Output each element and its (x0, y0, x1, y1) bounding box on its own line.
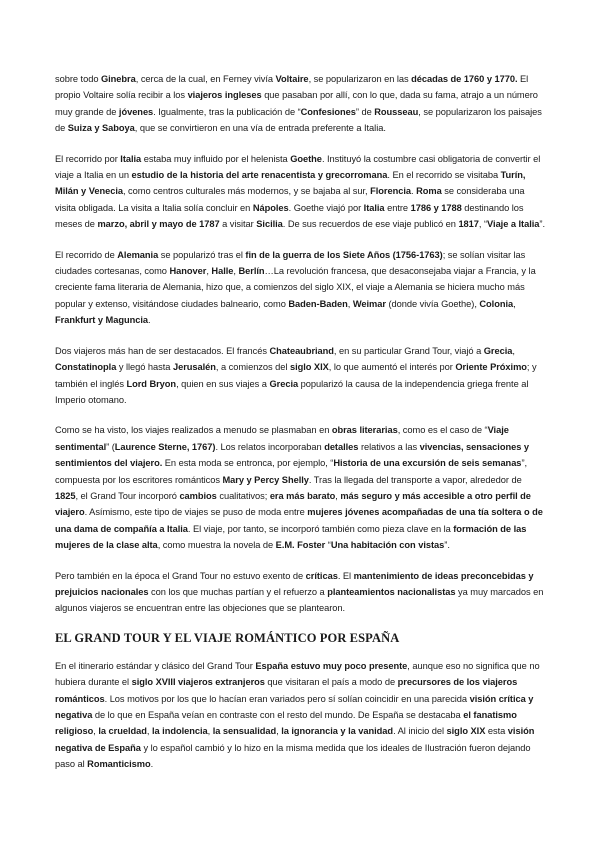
paragraph-ginebra-voltaire: sobre todo Ginebra, cerca de la cual, en Ferney vivía Voltaire, se popularizaron en las décadas de 1760 y 1770. El propio Voltaire solía recibir a los viajeros ingleses que pasaban por allí, con lo que, dada su fama, atrajo a un número muy grande de jóvenes. Igualmente, tras la publicación de “Confesiones” de Rousseau, se popularizaron los paisajes de Suiza y Saboya, que se convirtieron en una vía de entrada preferente a Italia. (55, 74, 542, 134)
bold-text: mantenimiento de ideas preconcebidas y prejuicios nacionales (55, 570, 534, 597)
bold-text: E.M. Foster (275, 540, 326, 551)
bold-text: jóvenes (118, 106, 154, 117)
bold-text: Viaje a Italia (487, 219, 540, 230)
bold-text: estudio de la historia del arte renacentista y grecorromana (131, 170, 388, 181)
bold-text: siglo XIX (289, 362, 329, 373)
bold-text: visión negativa de España (55, 726, 535, 753)
paragraph-obras-literarias: Como se ha visto, los viajes realizados a menudo se plasmaban en obras literarias, como es el caso de “Viaje sentimental” (Laurence Sterne, 1767). Los relatos incorporaban detalles relativos a las vivencias, sensaciones y sentimientos del viajero. En esta moda se entronca, por ejemplo, “Historia de una excursión de seis semanas”, compuesta por los escritores románticos Mary y Percy Shelly. Tras la llegada del transporte a vapor, alrededor de 1825, el Grand Tour incorporó cambios cualitativos; era más barato, más seguro y más accesible a otro perfil de viajero. Asímismo, este tipo de viajes se puso de moda entre mujeres jóvenes acompañadas de una tía soltera o de una dama de compañía a Italia. El viaje, por tanto, se incorporó también como pieza clave en la formación de las mujeres de la clase alta, como muestra la novela de E.M. Foster “Una habitación con vistas”. (55, 425, 543, 551)
bold-text: mujeres jóvenes acompañadas de una tía soltera o de una dama de compañía a Italia (55, 507, 543, 534)
bold-text: estuvo muy poco presente (290, 660, 408, 671)
bold-text: Colonia (479, 298, 514, 309)
bold-text: Constatinopla (55, 362, 117, 373)
bold-text: Una habitación con vistas (330, 540, 445, 551)
bold-text: décadas de 1760 y 1770. (411, 74, 518, 84)
bold-text: Goethe (290, 153, 322, 164)
paragraph-criticas: Pero también en la época el Grand Tour no estuvo exento de críticas. El mantenimiento de ideas preconcebidas y prejuicios nacionales con los que muchas partían y el refuerzo a planteamientos nacionalistas ya muy marcados en algunos viajeros se encuentran entre las objeciones que se plantearon. (55, 570, 544, 614)
bold-text: Voltaire (275, 74, 309, 84)
bold-text: Viaje sentimental (55, 425, 509, 452)
bold-text: más seguro y más accesible a otro perfil de viajero (55, 490, 531, 518)
section-heading: EL GRAND TOUR Y EL VIAJE ROMÁNTICO POR ESPAÑA (55, 630, 400, 645)
bold-text: Alemania (117, 249, 159, 260)
bold-text: cambios (179, 490, 217, 501)
bold-text: Historia de una excursión de seis semanas (333, 458, 522, 469)
bold-text: Nápoles (252, 202, 289, 213)
paragraph-chateaubriand-byron: Dos viajeros más han de ser destacados. El francés Chateaubriand, en su particular Grand Tour, viajó a Grecia, Constatinopla y llegó hasta Jerusalén, a comienzos del siglo XIX, lo que aumentó el interés por Oriente Próximo; y también el inglés Lord Bryon, quien en sus viajes a Grecia popularizó la causa de la independencia griega frente al Imperio otomano. (55, 345, 537, 405)
paragraph-alemania: El recorrido de Alemania se popularizó tras el fin de la guerra de los Siete Años (1756-1763); se solían visitar las ciudades cortesanas, como Hanover, Halle, Berlín…La revolución francesa, que desaconsejaba viajar a Francia, y la creciente fama literaria de Alemania, hizo que, a comienzos del siglo XIX, el viaje a Alemania se hiciera mucho más popular y extenso, visitándose ciudades balneario, como Baden-Baden, Weimar (donde vivía Goethe), Colonia, Frankfurt y Maguncia. (55, 249, 536, 326)
bold-text: Lord Bryon (126, 378, 177, 389)
bold-text: Laurence Sterne, 1767) (114, 441, 216, 452)
bold-text: Hanover (169, 266, 207, 277)
bold-text: Romanticismo (87, 759, 151, 770)
bold-text: Italia (120, 153, 142, 164)
bold-text: Sicilia (256, 219, 283, 230)
bold-text: 1825 (55, 490, 76, 501)
bold-text: la crueldad (98, 726, 147, 737)
bold-text: Confesiones (300, 106, 356, 117)
bold-text: Jerusalén (172, 362, 216, 373)
bold-text: 1786 y 1788 (410, 202, 462, 213)
bold-text: Italia (363, 202, 385, 213)
bold-text: la indolencia (152, 726, 208, 737)
bold-text: obras literarias (331, 425, 398, 436)
bold-text: críticas (305, 570, 338, 581)
bold-text: España (255, 660, 289, 671)
bold-text: visión crítica y negativa (55, 693, 534, 720)
bold-text: la ignorancia y la vanidad (281, 726, 394, 737)
bold-text: Grecia (269, 378, 299, 389)
page-content (55, 71, 545, 787)
paragraph-italia: El recorrido por Italia estaba muy influido por el helenista Goethe. Instituyó la costumbre casi obligatoria de convertir el viaje a Italia en un estudio de la historia del arte renacentista y grecorromana. En el recorrido se visitaba Turín, Milán y Venecia, como centros culturales más modernos, y se bajaba al sur, Florencia. Roma se consideraba una visita obligada. La visita a Italia solía concluir en Nápoles. Goethe viajó por Italia entre 1786 y 1788 destinando los meses de marzo, abril y mayo de 1787 a visitar Sicilia. De sus recuerdos de ese viaje publicó en 1817, “Viaje a Italia”. (55, 153, 546, 230)
bold-text: siglo XIX (446, 726, 486, 737)
bold-text: Frankfurt y Maguncia (55, 315, 149, 326)
bold-text: Berlín (238, 266, 265, 277)
bold-text: siglo XVIII (131, 677, 176, 688)
bold-text: Mary y Percy Shelly (222, 474, 309, 485)
bold-text: marzo, abril y mayo de 1787 (97, 219, 220, 230)
bold-text: viajeros ingleses (187, 90, 262, 101)
bold-text: detalles (324, 441, 359, 452)
bold-text: el fanatismo religioso (55, 710, 517, 737)
bold-text: era más barato (269, 490, 336, 501)
bold-text: Roma (416, 186, 442, 197)
bold-text: viajeros extranjeros (178, 677, 265, 688)
bold-text: fin de la guerra de los Siete Años (1756-1763) (245, 249, 443, 260)
bold-text: Weimar (352, 298, 386, 309)
bold-text: planteamientos nacionalistas (327, 586, 456, 597)
bold-text: Oriente Próximo (455, 362, 527, 373)
bold-text: 1817 (458, 219, 479, 230)
bold-text: Chateaubriand (269, 345, 334, 356)
bold-text: Baden-Baden (288, 298, 348, 309)
bold-text: la sensualidad (212, 726, 277, 737)
bold-text: precursores de los viajeros románticos (55, 677, 518, 704)
bold-text: formación de las mujeres de la clase alta (55, 523, 527, 551)
bold-text: vivencias, sensaciones y sentimientos del viajero. (55, 441, 529, 469)
bold-text: Halle (211, 266, 234, 277)
bold-text: Florencia (370, 186, 411, 197)
bold-text: Rousseau (374, 106, 419, 117)
bold-text: Turín, Milán y Venecia (55, 170, 526, 197)
paragraph-espana: En el itinerario estándar y clásico del Grand Tour España estuvo muy poco presente, aunque eso no significa que no hubiera durante el siglo XVIII viajeros extranjeros que visitaran el país a modo de precursores de los viajeros románticos. Los motivos por los que lo hacían eran variados pero sí solían coincidir en una parecida visión crítica y negativa de lo que en España veían en contraste con el resto del mundo. De España se destacaba el fanatismo religioso, la crueldad, la indolencia, la sensualidad, la ignorancia y la vanidad. Al inicio del siglo XIX esta visión negativa de España y lo español cambió y lo hizo en la misma medida que los ideales de Ilustración fueron dejando paso al Romanticismo. (55, 660, 540, 770)
bold-text: Suiza y Saboya (67, 123, 135, 134)
bold-text: Ginebra (100, 74, 136, 84)
bold-text: Grecia (483, 345, 513, 356)
